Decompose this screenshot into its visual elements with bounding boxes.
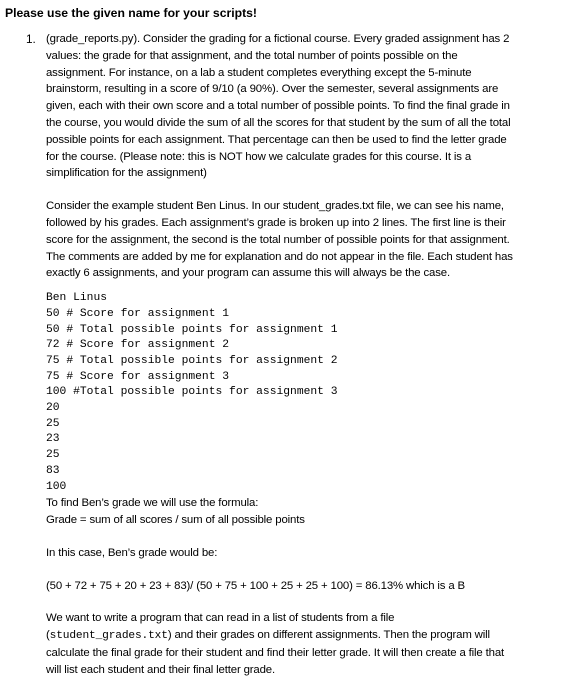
calculation-paragraph bbox=[46, 578, 559, 595]
text-line: brainstorm, resulting in a score of 9/10 (a 90%). Over the semester, several assignments are bbox=[46, 83, 499, 96]
code-line: 50 # Score for assignment 1 bbox=[46, 307, 230, 320]
code-line: Ben Linus bbox=[46, 292, 108, 305]
paragraph-spacer bbox=[46, 529, 559, 545]
formula-intro: To find Ben’s grade we will use the formula: bbox=[46, 497, 259, 510]
text-line: The comments are added by me for explanation and do not appear in the file. Each student has bbox=[46, 250, 513, 263]
code-line: 75 # Score for assignment 3 bbox=[46, 370, 230, 383]
example-paragraph bbox=[46, 198, 559, 282]
text-fragment: ) and their grades on different assignments. Then the program will bbox=[167, 629, 490, 642]
text-line: simplification for the assignment) bbox=[46, 167, 207, 180]
text-line: (grade_reports.py). Consider the grading for a fictional course. Every graded assignment has 2 bbox=[46, 33, 510, 45]
text-line: for the course. (Please note: this is NOT how we calculate grades for this course. It is a bbox=[46, 150, 472, 163]
paragraph-spacer bbox=[46, 594, 559, 610]
formula-text: Grade = sum of all scores / sum of all possible points bbox=[46, 514, 305, 527]
text-line: given, each with their own score and a total number of possible points. To find the final grade in bbox=[46, 100, 510, 113]
inline-code-filename: student_grades.txt bbox=[49, 630, 168, 643]
text-line: the course, you would divide the sum of all the scores for that student by the sum of all the total bbox=[46, 116, 511, 129]
text-line: Consider the example student Ben Linus. In our student_grades.txt file, we can see his name, bbox=[46, 200, 504, 213]
code-sample bbox=[46, 291, 559, 495]
paragraph-spacer bbox=[46, 562, 559, 578]
code-line: 20 bbox=[46, 402, 60, 415]
code-line: 23 bbox=[46, 433, 60, 446]
case-intro: In this case, Ben’s grade would be: bbox=[46, 546, 218, 559]
text-line: values: the grade for that assignment, and the total number of points possible on the bbox=[46, 49, 458, 62]
list-item-number: 1. bbox=[26, 32, 36, 46]
code-line: 100 bbox=[46, 480, 67, 493]
paragraph-spacer bbox=[46, 282, 559, 291]
code-line: 25 bbox=[46, 449, 60, 462]
code-line: 25 bbox=[46, 417, 60, 430]
task-paragraph bbox=[46, 610, 559, 678]
list-item-content bbox=[46, 31, 559, 679]
code-line: 50 # Total possible points for assignment 1 bbox=[46, 323, 338, 336]
calculation-text: (50 + 72 + 75 + 20 + 23 + 83)/ (50 + 75 + 100 + 25 + 25 + 100) = 86.13% which is a B bbox=[46, 579, 465, 592]
code-line: 100 #Total possible points for assignment 3 bbox=[46, 386, 338, 399]
intro-paragraph bbox=[46, 31, 559, 182]
code-line: 72 # Score for assignment 2 bbox=[46, 339, 230, 352]
text-line: assignment. For instance, on a lab a student completes everything except the 5-minute bbox=[46, 66, 472, 79]
code-line: 75 # Total possible points for assignment 2 bbox=[46, 354, 338, 367]
code-line: 83 bbox=[46, 464, 60, 477]
text-line: calculate the final grade for their student and find their letter grade. It will then create a file that bbox=[46, 647, 505, 660]
text-fragment: ( bbox=[46, 629, 50, 642]
text-line: score for the assignment, the second is the total number of possible points for that assignment. bbox=[46, 233, 510, 246]
paragraph-spacer bbox=[46, 182, 559, 198]
text-line: followed by his grades. Each assignment’s grade is broken up into 2 lines. The first line is their bbox=[46, 216, 506, 229]
text-line: We want to write a program that can read in a list of students from a file bbox=[46, 612, 395, 625]
text-line: will list each student and their final letter grade. bbox=[46, 663, 276, 676]
formula-block bbox=[46, 495, 559, 529]
text-line: exactly 6 assignments, and your program can assume this will always be the case. bbox=[46, 267, 450, 280]
page-heading: Please use the given name for your scripts! bbox=[5, 6, 257, 20]
case-intro-paragraph bbox=[46, 545, 559, 562]
text-line bbox=[46, 627, 559, 645]
text-line: possible points for each assignment. That percentage can then be used to find the letter grade bbox=[46, 133, 507, 146]
